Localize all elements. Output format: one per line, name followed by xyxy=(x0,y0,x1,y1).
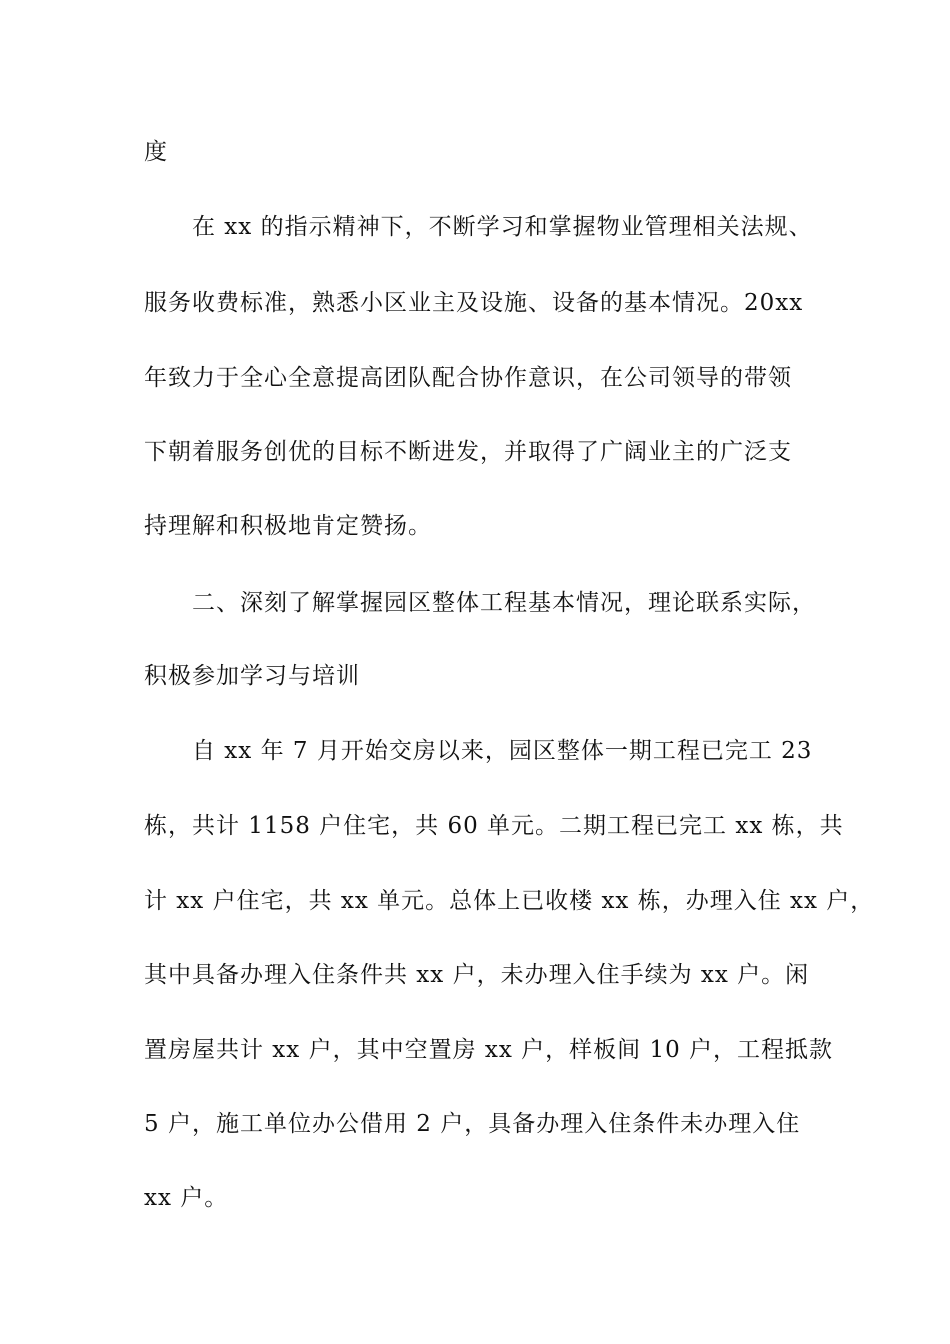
paragraph-line: 在 xx 的指示精神下，不断学习和掌握物业管理相关法规、 xyxy=(192,214,813,240)
paragraph-line: 下朝着服务创优的目标不断进发，并取得了广阔业主的广泛支 xyxy=(144,439,792,465)
paragraph-line: 其中具备办理入住条件共 xx 户，未办理入住手续为 xx 户。闲 xyxy=(144,962,810,988)
paragraph-line: 度 xyxy=(144,139,168,165)
paragraph-line: 自 xx 年 7 月开始交房以来，园区整体一期工程已完工 23 xyxy=(192,738,813,764)
paragraph-line: 服务收费标准，熟悉小区业主及设施、设备的基本情况。20xx xyxy=(144,290,804,316)
paragraph-line: 计 xx 户住宅，共 xx 单元。总体上已收楼 xx 栋，办理入住 xx 户， xyxy=(144,888,875,914)
section-heading-line: 二、深刻了解掌握园区整体工程基本情况，理论联系实际， xyxy=(192,590,816,616)
paragraph-line: xx 户。 xyxy=(144,1185,229,1211)
paragraph-line: 年致力于全心全意提高团队配合协作意识，在公司领导的带领 xyxy=(144,365,792,391)
section-heading-line: 积极参加学习与培训 xyxy=(144,663,360,689)
paragraph-line: 置房屋共计 xx 户，其中空置房 xx 户，样板间 10 户，工程抵款 xyxy=(144,1037,834,1063)
paragraph-line: 5 户，施工单位办公借用 2 户，具备办理入住条件未办理入住 xyxy=(144,1111,801,1137)
paragraph-line: 栋，共计 1158 户住宅，共 60 单元。二期工程已完工 xx 栋，共 xyxy=(144,813,844,839)
paragraph-line: 持理解和积极地肯定赞扬。 xyxy=(144,513,432,539)
